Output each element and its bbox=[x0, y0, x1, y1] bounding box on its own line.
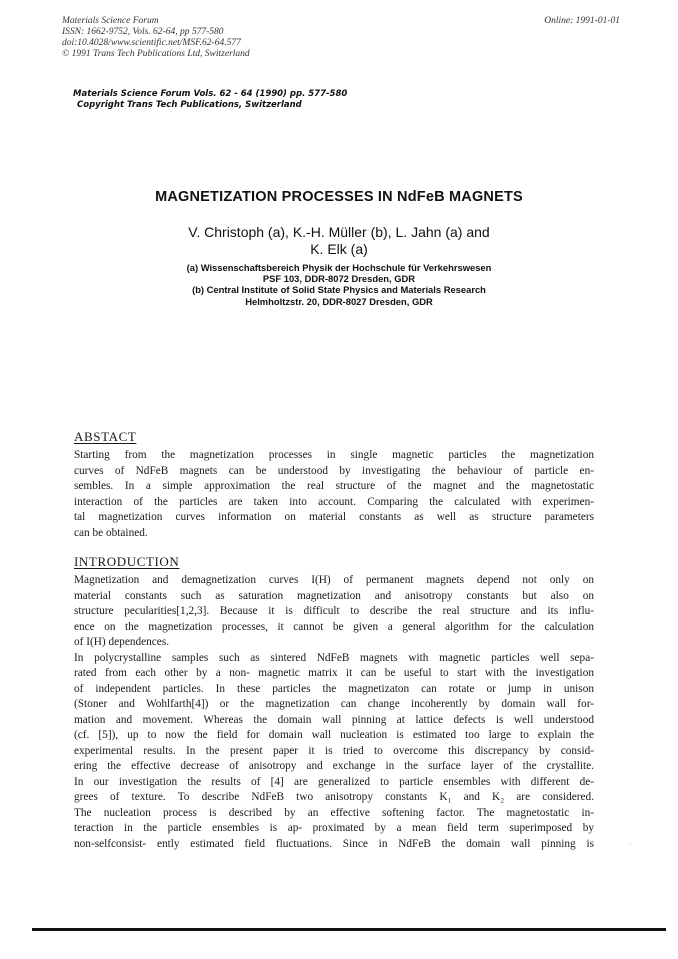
text-line: of independent particles. In these particles the magnetizaton can rotate or jump in unison bbox=[74, 682, 594, 695]
affiliations bbox=[0, 262, 678, 307]
text-line: teraction in the particle ensembles is ap- proximated by a mean field term superimposed by bbox=[74, 822, 594, 834]
text-line: interaction of the particles are taken into account. Comparing the calculated with experimen- bbox=[74, 495, 594, 508]
text-line: experimental results. In the present paper it is tried to overcome this discrepancy by consid- bbox=[74, 744, 594, 757]
abstract-section bbox=[74, 429, 594, 541]
introduction-heading: INTRODUCTION bbox=[74, 554, 180, 569]
text-line: Starting from the magnetization processes in single magnetic particles the magnetization bbox=[74, 449, 594, 461]
text-line: mation and movement. Whereas the domain wall pinning at lattice defects is well understood bbox=[74, 713, 594, 726]
affiliation-line: (b) Central Institute of Solid State Physics and Materials Research bbox=[192, 284, 486, 296]
journal-name: Materials Science Forum bbox=[62, 16, 159, 26]
author-list bbox=[0, 224, 678, 258]
text-line: material constants such as saturation magnetization and anisotropy constants but also on bbox=[74, 589, 594, 602]
text-line: rated from each other by a non- magnetic matrix it can be useful to start with the investigation bbox=[74, 667, 594, 679]
text-line: ence on the magnetization processes, it cannot be given a general algorithm for the calculation bbox=[74, 620, 594, 633]
introduction-section bbox=[74, 554, 594, 852]
text-line: (Stoner and Wohlfarth[4]) or the magnetization can change incoherently by domain wall for- bbox=[74, 698, 594, 710]
footer-rule bbox=[32, 928, 666, 931]
text-line: can be obtained. bbox=[74, 526, 148, 539]
affiliation-line: Helmholtzstr. 20, DDR-8027 Dresden, GDR bbox=[245, 295, 433, 307]
text-line: tal magnetization curves information on material constants as well as structure parameters bbox=[74, 511, 594, 523]
scan-speck bbox=[630, 843, 631, 844]
introduction-text bbox=[74, 573, 594, 852]
citation-block bbox=[73, 89, 347, 111]
online-date: Online: 1991-01-01 bbox=[544, 16, 620, 26]
abstract-heading: ABSTACT bbox=[74, 429, 137, 444]
abstract-text bbox=[74, 448, 594, 541]
citation-line: Materials Science Forum Vols. 62 - 64 (1990) pp. 577-580 bbox=[73, 89, 348, 99]
affiliation-line: (a) Wissenschaftsbereich Physik der Hochschule für Verkehrswesen bbox=[186, 262, 492, 273]
text-line: non-selfconsist- ently estimated field fluctuations. Since in NdFeB the domain wall pinning is bbox=[74, 837, 594, 850]
text-line: The nucleation process is described by an effective softening factor. The magnetostatic in- bbox=[74, 806, 594, 819]
text-line: curves of NdFeB magnets can be understood by investigating the behaviour of particle en- bbox=[74, 464, 594, 477]
text-line: of I(H) dependences. bbox=[74, 636, 170, 648]
text-line: Magnetization and demagnetization curves I(H) of permanent magnets depend not only on bbox=[74, 574, 594, 586]
text-line: grees of texture. To describe NdFeB two anisotropy constants K₁ and K₂ are considered. bbox=[74, 791, 594, 803]
author-line: K. Elk (a) bbox=[310, 241, 368, 257]
text-line: In our investigation the results of [4] are generalized to particle ensembles with different de- bbox=[74, 775, 594, 788]
issn-line: ISSN: 1662-9752, Vols. 62-64, pp 577-580 bbox=[62, 27, 224, 37]
affiliation-line: PSF 103, DDR-8072 Dresden, GDR bbox=[262, 273, 416, 285]
text-line: In polycrystalline samples such as sintered NdFeB magnets with magnetic particles well sepa- bbox=[74, 651, 594, 664]
text-line: (cf. [5]), up to now the field for domain wall nucleation is estimated too large to explain the bbox=[74, 729, 594, 741]
citation-copyright: Copyright Trans Tech Publications, Switzerland bbox=[77, 100, 302, 110]
text-line: structure pecularities[1,2,3]. Because it is difficult to describe the real structure and its influ- bbox=[74, 605, 594, 617]
text-line: ering the effective decrease of anisotropy and exchange in the surface layer of the crystallite. bbox=[74, 760, 594, 772]
doi-line: doi:10.4028/www.scientific.net/MSF.62-64.577 bbox=[62, 38, 241, 48]
copyright-line: © 1991 Trans Tech Publications Ltd, Switzerland bbox=[62, 49, 250, 59]
paper-title: MAGNETIZATION PROCESSES IN NdFeB MAGNETS bbox=[155, 189, 523, 205]
text-line: sembles. In a simple approximation the real structure of the magnet and the magnetostatic bbox=[74, 480, 594, 492]
publication-header bbox=[62, 16, 250, 60]
author-line: V. Christoph (a), K.-H. Müller (b), L. Jahn (a) and bbox=[188, 224, 490, 240]
